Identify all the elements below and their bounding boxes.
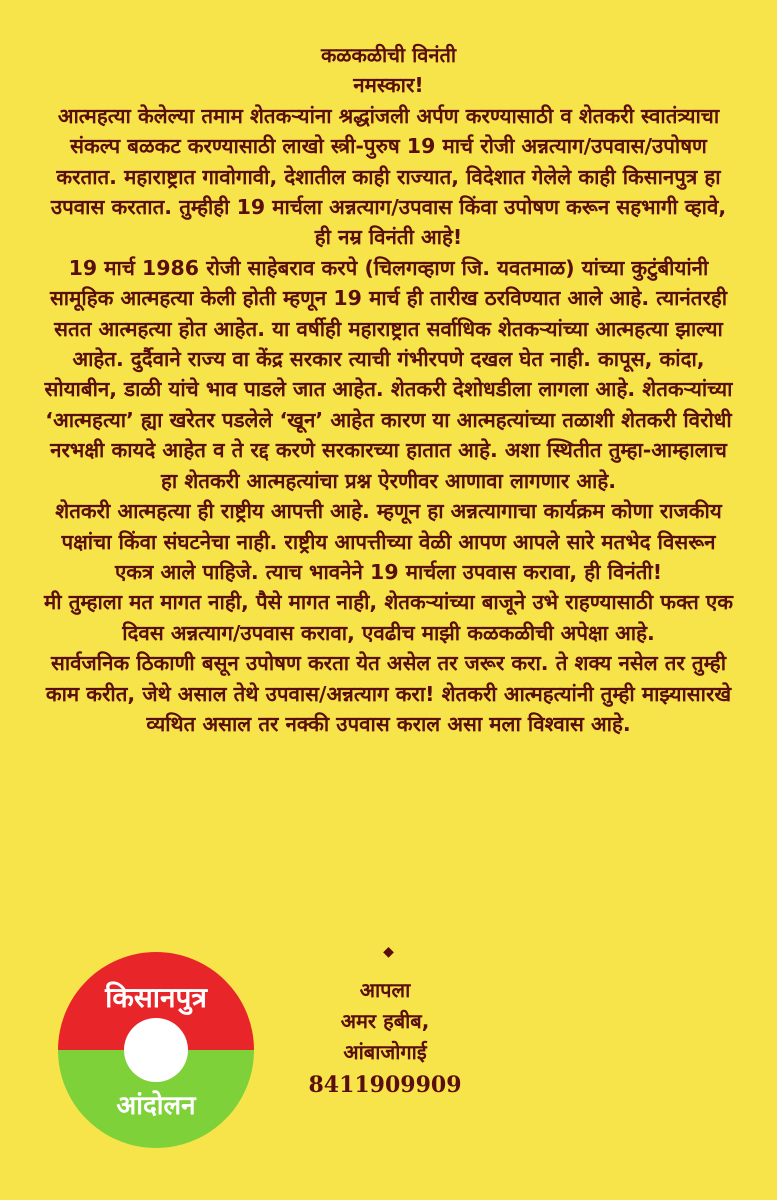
divider-diamond-icon: ◆ [383, 944, 394, 960]
paragraph-3: शेतकरी आत्महत्या ही राष्ट्रीय आपत्ती आहे. म्हणून हा अन्नत्यागाचा कार्यक्रम कोणा राजकीय पक्षांचा किंवा संघटनेचा नाही. राष्ट्रीय आपत्तीच्या वेळी आपण आपले सारे मतभेद विसरून एकत्र आले पाहिजे. त्याच भावनेने 19 मार्चला उपवास करावा, ही विनंती! [55, 499, 722, 584]
logo-bottom-text: आंदोलन [116, 1091, 196, 1121]
letter-body [40, 40, 737, 739]
logo-top-text: किसानपुत्र [105, 981, 207, 1014]
signature-phone: 8411909909 [308, 1072, 462, 1098]
signature-place: आंबाजोगाई [343, 1040, 427, 1064]
paragraph-5: सार्वजनिक ठिकाणी बसून उपोषण करता येत असेल तर जरूर करा. ते शक्य नसेल तर तुम्ही काम करीत, जेथे असाल तेथे उपवास/अन्नत्याग करा! शेतकरी आत्महत्यांनी तुम्ही माझ्यासारखे व्यथित असाल तर नक्की उपवास कराल असा मला विश्वास आहे. [45, 651, 732, 736]
kisanputra-logo [56, 950, 256, 1150]
logo-center-circle [124, 1018, 188, 1082]
letter-title: कळकळीची विनंती [320, 43, 457, 67]
letter-greeting: नमस्कार! [353, 73, 424, 98]
signature-name: अमर हबीब, [340, 1009, 430, 1033]
paragraph-4: मी तुम्हाला मत मागत नाही, पैसे मागत नाही, शेतकऱ्यांच्या बाजूने उभे राहण्यासाठी फक्त एक दिवस अन्नत्याग/उपवास करावा, एवढीच माझी कळकळीची अपेक्षा आहे. [44, 590, 733, 645]
paragraph-2: 19 मार्च 1986 रोजी साहेबराव करपे (चिलगव्हाण जि. यवतमाळ) यांच्या कुटुंबीयांनी सामूहिक आत्महत्या केली होती म्हणून 19 मार्च ही तारीख ठरविण्यात आले आहे. त्यानंतरही सतत आत्महत्या होत आहेत. या वर्षीही महाराष्ट्रात सर्वाधिक शेतकऱ्यांच्या आत्महत्या झाल्या आहेत. दुर्दैवाने राज्य वा केंद्र सरकार त्याची गंभीरपणे दखल घेत नाही. कापूस, कांदा, सोयाबीन, डाळी यांचे भाव पाडले जात आहेत. शेतकरी देशोधडीला लागला आहे. शेतकऱ्यांच्या ‘आत्महत्या’ ह्या खरेतर पडलेले ‘खून’ आहेत कारण या आत्महत्यांच्या तळाशी शेतकरी विरोधी नरभक्षी कायदे आहेत व ते रद्द करणे सरकारच्या हातात आहे. अशा स्थितीत तुम्हा-आम्हालाच हा शेतकरी आत्महत्यांचा प्रश्न ऐरणीवर आणावा लागणार आहे. [44, 255, 733, 493]
paragraph-1: आत्महत्या केलेल्या तमाम शेतकऱ्यांना श्रद्धांजली अर्पण करण्यासाठी व शेतकरी स्वातंत्र्याचा संकल्प बळकट करण्यासाठी लाखो स्त्री-पुरुष 19 मार्च रोजी अन्नत्याग/उपवास/उपोषण करतात. महाराष्ट्रात गावोगावी, देशातील काही राज्यात, विदेशात गेलेले काही किसानपुत्र हा उपवास करतात. तुम्हीही 19 मार्चला अन्नत्याग/उपवास किंवा उपोषण करून सहभागी व्हावे, ही नम्र विनंती आहे! [50, 103, 727, 250]
signature-closing: आपला [359, 978, 411, 1002]
signature-block [260, 975, 510, 1101]
